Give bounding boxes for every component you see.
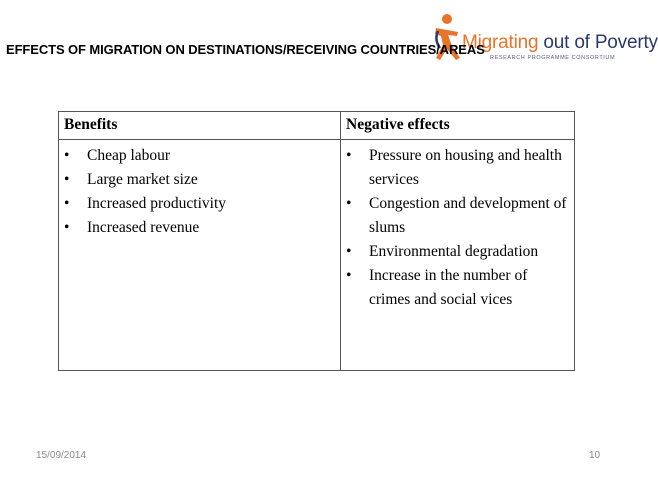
logo-title-rest: out of Poverty [538,32,658,53]
list-item: • Congestion and development of slums [346,192,570,240]
effects-table [58,111,575,371]
list-item: • Cheap labour [64,144,336,168]
header-negative-effects: Negative effects [341,112,575,140]
benefits-list [64,144,336,240]
list-item: • Pressure on housing and health services [346,144,570,192]
footer-page-number: 10 [589,450,601,461]
negative-effects-list [346,144,570,312]
list-item: • Increase in the number of crimes and social vices [346,264,570,312]
logo-title [462,32,658,54]
effects-table-container [58,111,575,371]
list-item: • Increased revenue [64,216,336,240]
footer-date: 15/09/2014 [36,450,87,461]
list-item: • Large market size [64,168,336,192]
negative-effects-cell [341,140,575,371]
table-header-row [59,112,575,140]
list-item: • Environmental degradation [346,240,570,264]
list-item: • Increased productivity [64,192,336,216]
benefits-cell [59,140,341,371]
header-benefits: Benefits [59,112,341,140]
slide-title: EFFECTS OF MIGRATION ON DESTINATIONS/RECEIVING COUNTRIES/AREAS [6,42,485,57]
logo-title-accent: Migrating [462,32,539,53]
logo-subtitle: RESEARCH PROGRAMME CONSORTIUM [490,55,616,61]
table-row [59,140,575,371]
